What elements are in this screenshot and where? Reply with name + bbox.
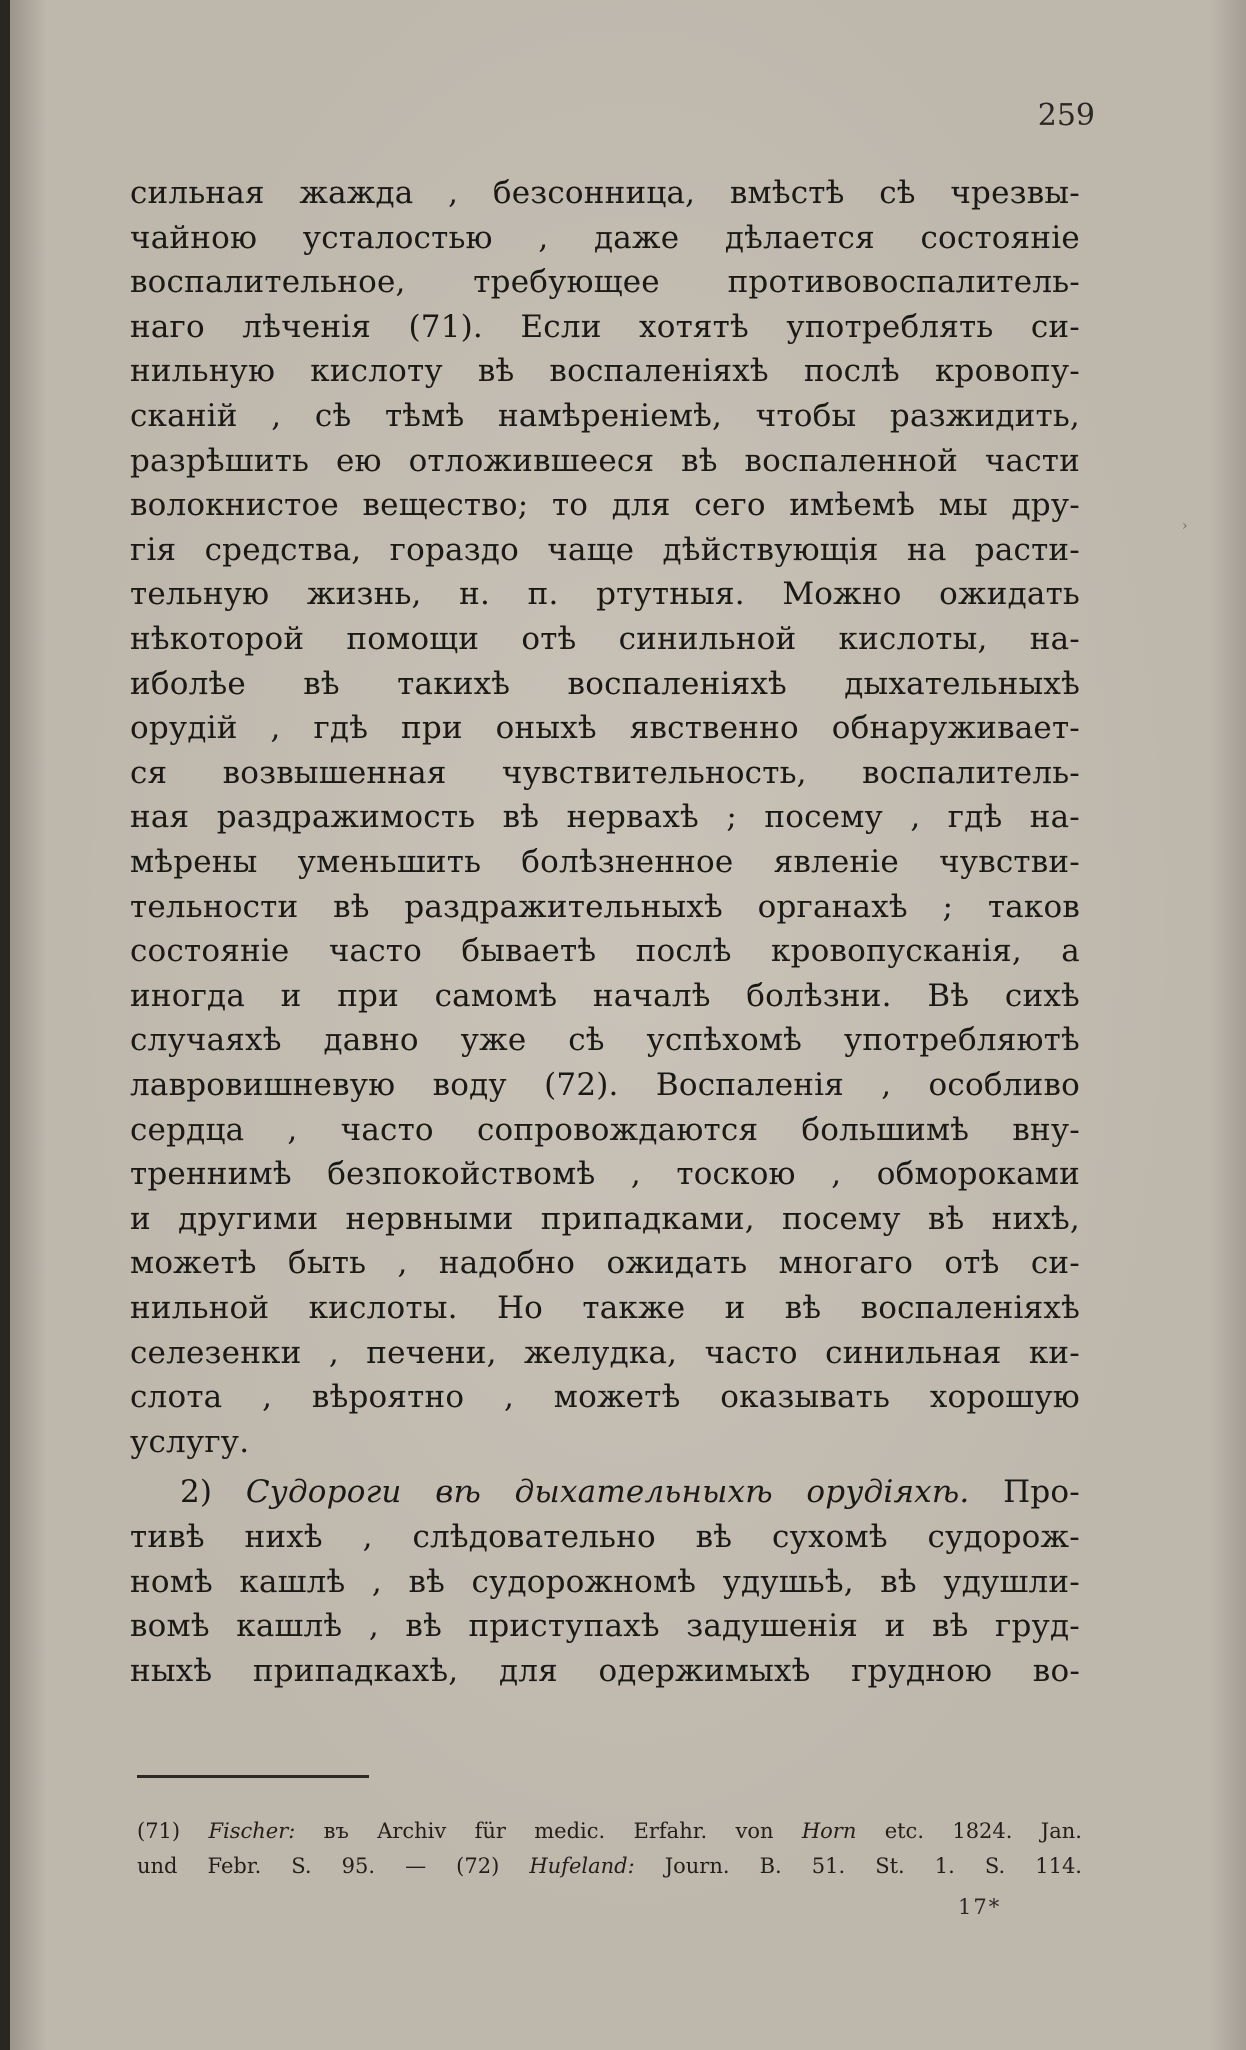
text-line xyxy=(130,171,1080,215)
footnote-word: Jan. xyxy=(1040,1819,1082,1843)
footnote-word: Erfahr. xyxy=(633,1819,708,1843)
footnote-word: etc. xyxy=(884,1819,924,1843)
word: вѣ xyxy=(931,1608,969,1644)
word: на xyxy=(906,532,947,568)
word: мѣрены xyxy=(130,844,258,880)
word: уменьшить xyxy=(297,844,482,880)
word: ; xyxy=(942,889,954,925)
word: вѣ xyxy=(405,1608,442,1644)
word: селезенки xyxy=(130,1335,302,1371)
word: ожидать xyxy=(939,576,1080,612)
word: мы xyxy=(938,487,988,523)
word: слота xyxy=(130,1379,223,1415)
word: часто xyxy=(704,1335,798,1371)
word: даже xyxy=(594,220,680,256)
text-line xyxy=(130,617,1080,661)
word: явственно xyxy=(629,710,799,746)
word: н. xyxy=(459,576,491,612)
word: Про- xyxy=(1003,1474,1080,1510)
word: лавровишневую xyxy=(130,1067,396,1103)
word: расти- xyxy=(974,532,1080,568)
word: вѣ xyxy=(880,1564,917,1600)
word: волокнистое xyxy=(130,487,339,523)
word: при xyxy=(337,978,399,1014)
word: помощи xyxy=(346,621,480,657)
word: обмороками xyxy=(876,1156,1080,1192)
word: , xyxy=(368,1608,379,1644)
word: слѣдовательно xyxy=(412,1519,656,1555)
text-line xyxy=(130,1375,1080,1419)
word: безсонница, xyxy=(492,175,696,211)
signature-mark: 17* xyxy=(958,1895,1002,1919)
word: сопровождаются xyxy=(476,1112,759,1148)
word: желудка, xyxy=(524,1335,678,1371)
word: , xyxy=(262,1379,273,1415)
word: хорошую xyxy=(929,1379,1080,1415)
word: иногда xyxy=(130,978,245,1014)
text-line xyxy=(130,528,1080,572)
word: жизнь, xyxy=(306,576,422,612)
text-line xyxy=(130,1063,1080,1107)
word: дыхательныхѣ xyxy=(844,666,1080,702)
word: болѣзни. xyxy=(746,978,892,1014)
word: часто xyxy=(340,1112,434,1148)
word: то xyxy=(551,487,589,523)
text-line xyxy=(130,439,1080,483)
footnote-word: und xyxy=(137,1854,178,1878)
word: кислоту xyxy=(310,353,443,389)
footnote-word: für xyxy=(474,1819,506,1843)
text-line xyxy=(130,1560,1080,1604)
word: удушьѣ, xyxy=(722,1564,854,1600)
text-line xyxy=(130,1152,1080,1196)
text-line xyxy=(130,974,1080,1018)
word: вѣ xyxy=(695,1519,733,1555)
word: при xyxy=(400,710,463,746)
text-line xyxy=(130,795,1080,839)
word: безпокойствомѣ xyxy=(327,1156,596,1192)
word: усталостью xyxy=(302,220,493,256)
word: посему xyxy=(782,1201,901,1237)
word: тивѣ xyxy=(130,1519,205,1555)
word: и xyxy=(130,1201,151,1237)
word: гдѣ xyxy=(947,799,1003,835)
word: 2) xyxy=(180,1474,213,1510)
word: вѣ xyxy=(502,799,540,835)
word: имѣемѣ xyxy=(789,487,916,523)
word: отѣ xyxy=(944,1245,1000,1281)
word: (72). xyxy=(544,1067,619,1103)
text-line xyxy=(130,662,1080,706)
word: другими xyxy=(178,1201,319,1237)
word: требующее xyxy=(473,264,660,300)
word: оказывать xyxy=(720,1379,891,1415)
word: вну- xyxy=(1012,1112,1080,1148)
text-line xyxy=(130,572,1080,616)
word: во- xyxy=(1032,1653,1080,1689)
text-line xyxy=(130,1197,1080,1241)
text-line xyxy=(130,751,1080,795)
word: одержимыхѣ xyxy=(598,1653,811,1689)
footnote-word: 51. xyxy=(811,1854,846,1878)
word: , xyxy=(881,1067,892,1103)
footnote-word: Febr. xyxy=(207,1854,262,1878)
word: судорожномѣ xyxy=(471,1564,697,1600)
text-line xyxy=(130,706,1080,750)
word: , xyxy=(397,1245,408,1281)
word: тоскою xyxy=(676,1156,796,1192)
footnote-word: S. xyxy=(291,1854,312,1878)
word: нѣкоторой xyxy=(130,621,305,657)
word: , xyxy=(271,398,282,434)
word: органахѣ xyxy=(757,889,908,925)
word: ожидать xyxy=(606,1245,748,1281)
text-line xyxy=(130,260,1080,304)
text-line xyxy=(130,216,1080,260)
word: вѣ xyxy=(333,889,370,925)
footnote-word: (71) xyxy=(137,1819,181,1843)
word: чрезвы- xyxy=(950,175,1080,211)
word: нервахѣ xyxy=(566,799,699,835)
word: вещество; xyxy=(362,487,529,523)
word: кровопу- xyxy=(934,353,1080,389)
word: послѣ xyxy=(803,353,900,389)
word: треннимѣ xyxy=(130,1156,292,1192)
word: гораздо xyxy=(389,532,519,568)
text-line xyxy=(130,1286,1080,1330)
footnote-word: 114. xyxy=(1035,1854,1082,1878)
word: можетѣ xyxy=(130,1245,257,1281)
word: чувствительность, xyxy=(501,755,807,791)
word: (71). xyxy=(408,309,483,345)
word: случаяхѣ xyxy=(130,1022,282,1058)
word: сѣ xyxy=(314,398,352,434)
word: услугу. xyxy=(130,1424,250,1460)
word: вѣроятно xyxy=(311,1379,465,1415)
word: многаго xyxy=(778,1245,914,1281)
footnote-word: Archiv xyxy=(377,1819,447,1843)
word: кашлѣ xyxy=(236,1608,343,1644)
word: отложившееся xyxy=(408,443,655,479)
word: удушли- xyxy=(943,1564,1080,1600)
word: и xyxy=(280,978,302,1014)
word: припадкахѣ, xyxy=(252,1653,459,1689)
footnote-word: Fischer: xyxy=(208,1819,296,1843)
text-line xyxy=(130,885,1080,929)
word: нервными xyxy=(345,1201,514,1237)
word: груд- xyxy=(995,1608,1080,1644)
text-line xyxy=(130,349,1080,393)
word: началѣ xyxy=(592,978,711,1014)
word: приступахѣ xyxy=(468,1608,660,1644)
text-line xyxy=(130,1604,1080,1648)
text-line xyxy=(130,1108,1080,1152)
word: ная xyxy=(130,799,190,835)
word: тельности xyxy=(130,889,299,925)
footnote-word: въ xyxy=(323,1819,349,1843)
word: воспаленiяхѣ xyxy=(860,1290,1080,1326)
footnote-word: Hufeland: xyxy=(529,1854,635,1878)
word: Судороги xyxy=(245,1474,402,1510)
word: хотятѣ xyxy=(639,309,749,345)
word: намѣренiемѣ, xyxy=(497,398,723,434)
word: нихѣ, xyxy=(991,1201,1080,1237)
footnote-word: von xyxy=(735,1819,774,1843)
word: большимѣ xyxy=(801,1112,970,1148)
word: Вѣ xyxy=(927,978,970,1014)
word: воспалитель- xyxy=(862,755,1080,791)
footnote-line xyxy=(137,1815,1082,1847)
footnote-word: S. xyxy=(984,1854,1006,1878)
footnote-word: B. xyxy=(759,1854,782,1878)
word: синильной xyxy=(618,621,797,657)
word: вомѣ xyxy=(130,1608,210,1644)
word: употреблять xyxy=(786,309,994,345)
word: номѣ xyxy=(130,1564,213,1600)
word: Если xyxy=(520,309,602,345)
word: , xyxy=(328,1335,339,1371)
word: , xyxy=(630,1156,641,1192)
word: наго xyxy=(130,309,205,345)
text-line xyxy=(130,1515,1080,1559)
word: самомѣ xyxy=(434,978,558,1014)
word: тѣмѣ xyxy=(384,398,465,434)
word: вмѣстѣ xyxy=(729,175,845,211)
word: задушенiя xyxy=(686,1608,859,1644)
word: лѣченiя xyxy=(242,309,372,345)
footnote-word: 1824. xyxy=(952,1819,1013,1843)
word: иболѣе xyxy=(130,666,246,702)
word: ртутныя. xyxy=(596,576,745,612)
word: орудiяхѣ. xyxy=(806,1474,970,1510)
word: разрѣшить xyxy=(130,443,310,479)
word: кровопусканiя, xyxy=(771,933,1022,969)
word: сѣ xyxy=(879,175,916,211)
word: , xyxy=(371,1564,382,1600)
word: разжидить, xyxy=(889,398,1080,434)
word: таков xyxy=(987,889,1080,925)
word: чувстви- xyxy=(939,844,1080,880)
word: тельную xyxy=(130,576,270,612)
footnote-word: medic. xyxy=(534,1819,606,1843)
word: для xyxy=(498,1653,558,1689)
word: дыхательныхѣ xyxy=(514,1474,773,1510)
word: надобно xyxy=(438,1245,576,1281)
word: сердца xyxy=(130,1112,245,1148)
word: также xyxy=(582,1290,686,1326)
word: вѣ xyxy=(927,1201,965,1237)
text-line xyxy=(130,1018,1080,1062)
word: особливо xyxy=(928,1067,1080,1103)
word: дру- xyxy=(1011,487,1080,523)
word: чтобы xyxy=(755,398,857,434)
word: средства, xyxy=(204,532,362,568)
word: обнаруживает- xyxy=(831,710,1080,746)
text-line xyxy=(130,929,1080,973)
text-line xyxy=(130,1420,1080,1464)
word: воду xyxy=(432,1067,507,1103)
word: вѣ xyxy=(435,1474,482,1510)
word: , xyxy=(287,1112,298,1148)
word: ею xyxy=(335,443,382,479)
word: болѣзненное xyxy=(521,844,734,880)
word: бываетѣ xyxy=(461,933,597,969)
word: сухомѣ xyxy=(771,1519,888,1555)
word: состоянiе xyxy=(920,220,1080,256)
word: Но xyxy=(496,1290,544,1326)
word: п. xyxy=(527,576,559,612)
section-heading-line xyxy=(180,1470,1080,1514)
word: вѣ xyxy=(477,353,515,389)
word: ся xyxy=(130,755,168,791)
word: воспаленiяхѣ xyxy=(567,666,787,702)
word: судорож- xyxy=(927,1519,1080,1555)
word: грудною xyxy=(851,1653,993,1689)
word: нильную xyxy=(130,353,276,389)
word: припадками, xyxy=(540,1201,755,1237)
word: ныхѣ xyxy=(130,1653,213,1689)
word: противовоспалитель- xyxy=(727,264,1080,300)
word: Можно xyxy=(782,576,902,612)
word: можетѣ xyxy=(553,1379,681,1415)
word: воспаленiяхѣ xyxy=(549,353,769,389)
word: и xyxy=(884,1608,906,1644)
word: успѣхомѣ xyxy=(646,1022,803,1058)
word: жажда xyxy=(299,175,414,211)
word: воспалительное, xyxy=(130,264,406,300)
book-page xyxy=(10,0,1246,2050)
word: давно xyxy=(323,1022,419,1058)
footnote-word: — xyxy=(405,1854,427,1878)
word: отѣ xyxy=(521,621,577,657)
footnote-word: 1. xyxy=(934,1854,955,1878)
word: употребляютѣ xyxy=(843,1022,1080,1058)
word: си- xyxy=(1030,1245,1080,1281)
word: сканiй xyxy=(130,398,238,434)
word: и xyxy=(724,1290,746,1326)
word: для xyxy=(611,487,671,523)
word: сихѣ xyxy=(1004,978,1080,1014)
word: , xyxy=(910,799,921,835)
word: , xyxy=(362,1519,373,1555)
word: орудiй xyxy=(130,710,238,746)
footnote-word: Horn xyxy=(801,1819,857,1843)
text-line xyxy=(130,840,1080,884)
word: быть xyxy=(288,1245,367,1281)
edge-mark: › xyxy=(1182,518,1188,534)
word: вѣ xyxy=(408,1564,445,1600)
word: Воспаленiя xyxy=(655,1067,844,1103)
text-line xyxy=(130,1241,1080,1285)
text-line xyxy=(130,394,1080,438)
word: , xyxy=(448,175,459,211)
word: возвышенная xyxy=(222,755,447,791)
word: чайною xyxy=(130,220,258,256)
word: , xyxy=(270,710,281,746)
word: раздражимость xyxy=(216,799,476,835)
word: на- xyxy=(1029,621,1080,657)
footnote-separator xyxy=(137,1775,369,1778)
text-line xyxy=(130,483,1080,527)
word: нильной xyxy=(130,1290,270,1326)
word: части xyxy=(984,443,1080,479)
word: дѣлается xyxy=(724,220,875,256)
word: кашлѣ xyxy=(239,1564,346,1600)
word: явленiе xyxy=(773,844,899,880)
footnote-word: 95. xyxy=(341,1854,376,1878)
word: оныхѣ xyxy=(495,710,597,746)
word: ; xyxy=(726,799,737,835)
word: , xyxy=(831,1156,842,1192)
footnote-word: St. xyxy=(875,1854,905,1878)
text-line xyxy=(130,1649,1080,1693)
word: вѣ xyxy=(784,1290,822,1326)
word: синильная xyxy=(825,1335,1002,1371)
word: раздражительныхѣ xyxy=(404,889,723,925)
word: сильная xyxy=(130,175,265,211)
word: сего xyxy=(694,487,766,523)
footnote-word: (72) xyxy=(456,1854,500,1878)
word: си- xyxy=(1030,309,1080,345)
word: гiя xyxy=(130,532,177,568)
word: вѣ xyxy=(303,666,340,702)
word: , xyxy=(538,220,549,256)
word: кислоты. xyxy=(308,1290,458,1326)
word: состоянiе xyxy=(130,933,290,969)
word: печени, xyxy=(366,1335,497,1371)
word: ки- xyxy=(1028,1335,1080,1371)
page-number: 259 xyxy=(1037,98,1095,133)
word: кислоты, xyxy=(838,621,988,657)
word: послѣ xyxy=(635,933,732,969)
word: сѣ xyxy=(568,1022,605,1058)
word: гдѣ xyxy=(313,710,369,746)
text-line xyxy=(130,305,1080,349)
word: посему xyxy=(764,799,883,835)
word: часто xyxy=(328,933,422,969)
word: , xyxy=(503,1379,515,1415)
text-line xyxy=(130,1331,1080,1375)
word: дѣйствующiя xyxy=(662,532,879,568)
word: на- xyxy=(1029,799,1080,835)
word: воспаленной xyxy=(744,443,958,479)
word: чаще xyxy=(547,532,635,568)
word: вѣ xyxy=(681,443,718,479)
word: а xyxy=(1061,933,1080,969)
footnote-word: Journ. xyxy=(664,1854,730,1878)
word: уже xyxy=(460,1022,527,1058)
footnote-line xyxy=(137,1850,1082,1882)
word: такихѣ xyxy=(397,666,511,702)
word: нихѣ xyxy=(244,1519,323,1555)
